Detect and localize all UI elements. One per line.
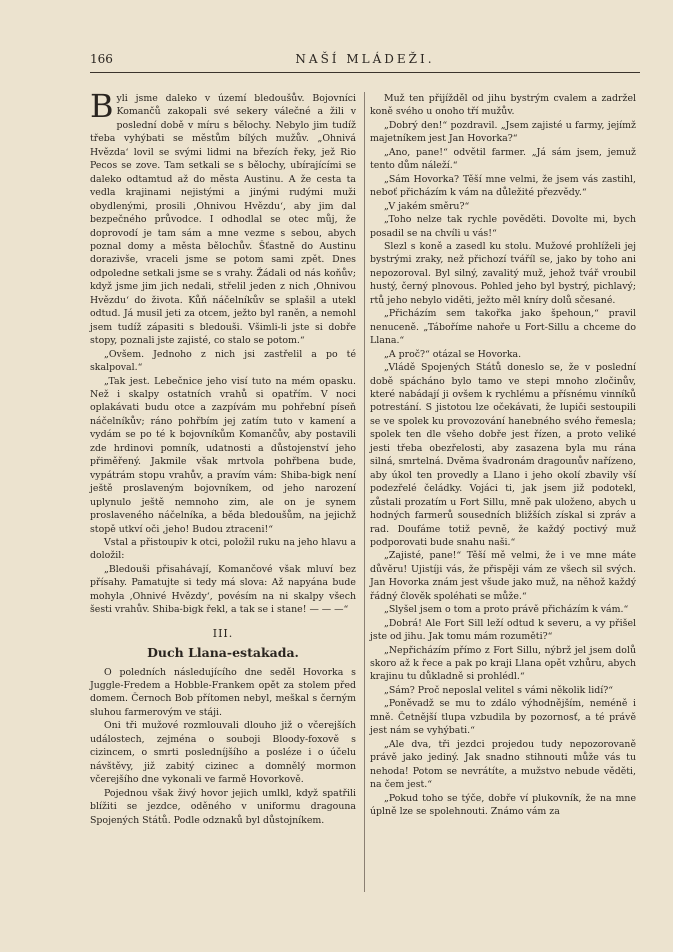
paragraph: Pojednou však živý hovor jejich umlkl, když spatřili blížiti se jezdce, oděného v uniformu dragouna Spojených Států. Podle odznaků byl důstojníkem. <box>90 787 356 826</box>
drop-cap: B <box>90 87 114 125</box>
section-title: Duch Llana-estakada. <box>147 645 299 661</box>
paragraph: „Bledouši přisahávají, Komančové však mluví bez přísahy. Pamatujte si tedy má slova: Až napyána bude mohyla ‚Ohnivé Hvězdy‘, povésím na ni skalpy všech šesti vrahův. Shiba-bigk řekl, a tak se i stane! — — —“ <box>90 563 356 616</box>
paragraph: „V jakém směru?“ <box>384 200 470 212</box>
paragraph: „Přicházím sem takořka jako špehoun,“ pravil nenuceně. „Táboříme nahoře u Fort-Sillu a chceme do Llana.“ <box>370 308 636 347</box>
paragraph: „Slyšel jsem o tom a proto právě přicházím k vám.“ <box>384 604 629 616</box>
paragraph: Vstal a přistoupiv k otci, položil ruku na jeho hlavu a doložil: <box>90 536 356 562</box>
running-title: NAŠÍ MLÁDEŽI. <box>295 52 435 66</box>
paragraph: „Ovšem. Jednoho z nich jsi zastřelil a po té skalpoval.“ <box>90 348 356 374</box>
paragraph: Slezl s koně a zasedl ku stolu. Mužové prohlíželi jej bystrými zraky, než přichozí tváříl se, jako by toho ani nepozoroval. Byl silný, zavalitý muž, jehož tvář vroubil hustý, černý plnovous. Pohled jeho byl bystrý, pichlavý; rtů jeho nebylo viděti, ježto měl kníry dolů sčesané. <box>370 240 636 306</box>
section-number: III. <box>212 626 234 640</box>
paragraph: „Sám? Proč neposlal velitel s vámi několik lidí?“ <box>384 684 614 696</box>
paragraph: „Pokud toho se týče, dobře ví plukovník, že na mne úplně lze se spolehnouti. Známo vám za <box>370 792 636 818</box>
paragraph: „Nepřicházím přímo z Fort Sillu, nýbrž jel jsem dolů skoro až k řece a pak po kraji Llana opět vzhůru, abych krajinu tu důkladně si prohlédl.“ <box>370 644 636 683</box>
paragraph: „Ale dva, tři jezdci projedou tudy nepozorovaně právě jako jediný. Jak snadno stihnouti může vás tu nehoda! Potom se nevrátíte, a mužstvo nebude věděti, na čem jest.“ <box>370 738 636 791</box>
left-column <box>90 87 356 827</box>
paragraph: O poledních následujícího dne seděl Hovorka s Juggle-Fredem a Hobble-Frankem opět za stolem před domem. Černoch Bob přítomen nebyl, meškal s černým sluhou farmerovým ve stáji. <box>90 666 356 718</box>
paragraph: „Vládě Spojených Států doneslo se, že v poslední době spácháno bylo tamo ve stepi mnoho zločinův, které nabádají ji ovšem k rychlému a přísnému vinníků potrestání. S jistotou lze očekávati, že lupiči sestoupili se ve spolek ku provozování hanebného svého řemesla; spolek ten dle všeho dobře jest řízen, a proto veliké jesti třeba obezřelosti, aby zasazena byla mu rána silná, smrtelná. Dvěma švadronám dragounův nařízeno, aby úkol ten provedly a Llano i jeho okolí zbavily vší podezřelé čeládky. Vojáci ti, jak jsem již podotekl, zůstali prozatím u Fort Sillu, mně pak uloženo, abych u hodných farmerů sousedních bližších získal si zpráv a rad. Doufáme totiž pevně, že každý poctivý muž podporovati bude snahu naši.“ <box>370 362 636 548</box>
paragraph: Oni tři mužové rozmlouvali dlouho již o včerejších událostech, zejména o souboji Bloody-foxově s cizincem, o smrti posledníjšího a posléze i o účelu návštěvy, již zabitý cizinec a domnělý mormon včerejšího dne vykonali ve farmě Hovorkově. <box>90 720 356 786</box>
intro-paragraph <box>90 87 356 348</box>
page-header <box>90 50 640 73</box>
paragraph: „Ano, pane!“ odvětil farmer. „Já sám jsem, jemuž tento dům náleží.“ <box>370 146 636 172</box>
paragraph: „A proč?“ otázal se Hovorka. <box>384 348 522 360</box>
paragraph: „Zajisté, pane!“ Těší mě velmi, že i ve mne máte důvěru! Ujistíji vás, že přispěji vám ze všech sil svých. Jan Hovorka znám jest všude jako muž, na něhož každý řádný člověk spoléhati se může.“ <box>370 550 636 602</box>
column-divider <box>364 92 365 892</box>
paragraph: „Toho nelze tak rychle pověděti. Dovolte mi, bych posadil se na chvíli u vás!“ <box>370 214 636 239</box>
paragraph: Muž ten přijížděl od jihu bystrým cvalem a zadržel koně svého u onoho tří mužův. <box>370 93 636 118</box>
intro-text: yli jsme daleko v území bledoušův. Bojovníci Komančů zakopali své sekery válečné a žili v poslední době v míru s bělochy. Nebylo jim tudíž třeba vyhýbati se městům bílých mužův. „Ohnivá Hvězda‘ lovil se svými lidmi na březích řeky, jež Rio Pecos se zove. Tam setkali se s bělochy, ubírajícími se daleko odtamtud až do města Austinu. A že cesta ta vedla krajinami nejistými a jinými rudými muži obydlenými, prosili ‚Ohnivou Hvězdu‘, aby jim dal bezpečného průvodce. I odhodlal se otec můj, že doprovodí je tam sám a mne vezme s sebou, abych poznal domy a města bělochův. Šťastně do Austinu dorazivše, vraceli jsme se potom sami zpět. Dnes odpoledne setkali jsme se s vrahy. Žádali od nás koňův; když jsme jim jich nedali, střelil jeden z nich ‚Ohnivou Hvězdu‘ do života. Kůň náčelníkův se splašil a utekl odtud. Já musil jeti za otcem, ježto byl raněn, a nemohl jsem tudíž zápasiti s bledouši. Všimli-li jste si dobře stopy, poznali jste zajisté, co stalo se potom.“ <box>90 93 356 347</box>
right-column <box>370 92 636 818</box>
paragraph: „Dobrý den!“ pozdravil. „Jsem zajisté u farmy, jejímž majetníkem jest Jan Hovorka?“ <box>370 119 636 145</box>
paragraph: „Tak jest. Lebečnice jeho visí tuto na mém opasku. Než i skalpy ostatních vrahů si opatřím. V noci oplakávati budu otce a zazpívám mu pohřební píseň náčelníkův; ráno pohřbím jej zatím tuto v kamení a vydám se po té k bojovníkům Komančův, aby postavili zde hrdinovi pomník, udatnosti a důstojenství jeho přiměřený. Jakmile však mrtvola pohřbena bude, vypátrám stopu vrahův, a pravím vám: Shiba-bigk není ještě proslaveným bojovníkem, od jeho narození uplynulo ještě nemnoho zim, ale on je synem proslaveného náčelníka, a běda bledoušům, na jejichž stopě utkví oči ‚jeho! Budou ztraceni!“ <box>90 375 356 535</box>
paragraph: „Poněvadž se mu to zdálo výhodnějším, neméně i mně. Četnější tlupa vzbudila by pozornosť, a té právě jest nám se vyhýbati.“ <box>370 698 636 737</box>
page-number: 166 <box>90 52 113 66</box>
paragraph: „Sám Hovorka? Těší mne velmi, že jsem vás zastihl, neboť přicházím k vám na důležité přezvědy.“ <box>370 173 636 199</box>
paragraph: „Dobrá! Ale Fort Sill leží odtud k severu, a vy přišel jste od jihu. Jak tomu mám rozuměti?“ <box>370 617 636 643</box>
